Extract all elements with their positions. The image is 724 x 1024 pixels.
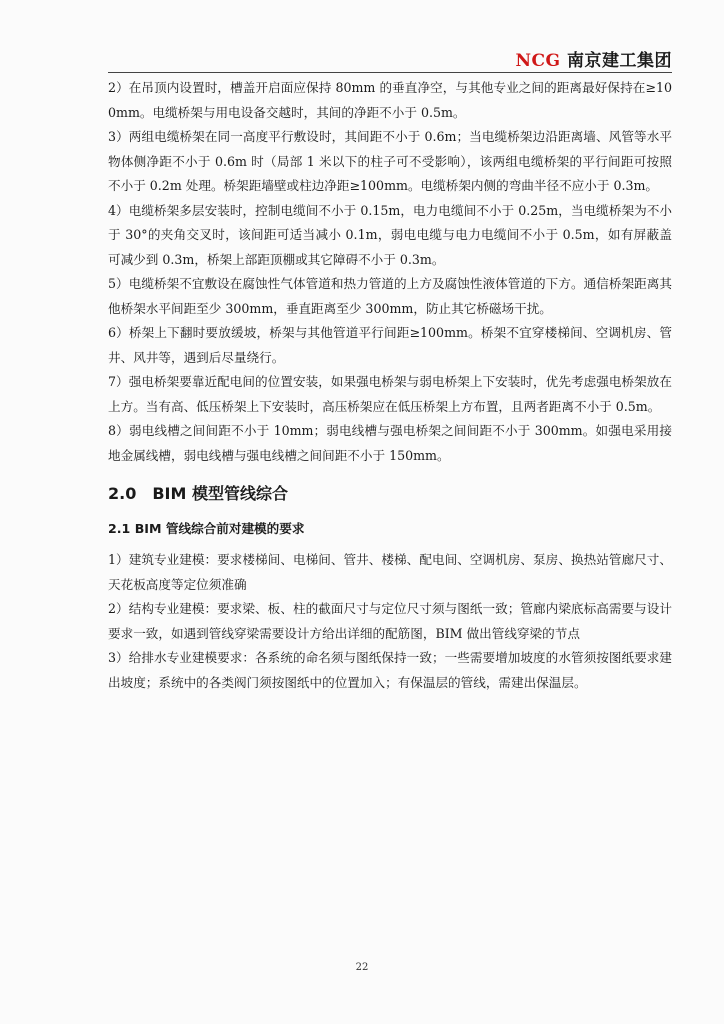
page-header: [108, 46, 672, 73]
subsection-heading: 2.1 BIM 管线综合前对建模的要求: [108, 521, 305, 536]
paragraph-item-3: 3）两组电缆桥架在同一高度平行敷设时，其间距不小于 0.6m；当电缆桥架边沿距离墙、风管等水平物体侧净距不小于 0.6m 时（局部 1 米以下的柱子可不受影响），该两组电缆桥架的平行间距可按照不小于 0.2m 处理。桥架距墙壁或柱边净距≥100mm。电缆桥架内侧的弯曲半径不应小于 0.3m。: [108, 129, 672, 193]
requirement-plumbing: 3）给排水专业建模要求：各系统的命名须与图纸保持一致；一些需要增加坡度的水管须按图纸要求建出坡度；系统中的各类阀门须按图纸中的位置加入；有保温层的管线，需建出保温层。: [108, 650, 672, 690]
paragraph-item-2: 2）在吊顶内设置时，槽盖开启面应保持 80mm 的垂直净空，与其他专业之间的距离最好保持在≥100mm。电缆桥架与用电设备交越时，其间的净距不小于 0.5m。: [108, 80, 672, 120]
requirement-architecture: 1）建筑专业建模：要求楼梯间、电梯间、管井、楼梯、配电间、空调机房、泵房、换热站管廊尺寸、天花板高度等定位须准确: [108, 552, 672, 592]
paragraph-item-4: 4）电缆桥架多层安装时，控制电缆间不小于 0.15m，电力电缆间不小于 0.25m，当电缆桥架为不小于 30°的夹角交叉时，该间距可适当减小 0.1m，弱电电缆与电力电缆间不小于 0.5m，如有屏蔽盖可减少到 0.3m，桥架上部距顶棚或其它障碍不小于 0.3m。: [108, 202, 672, 267]
company-logo-text: [515, 51, 672, 71]
paragraph-item-5: 5）电缆桥架不宜敷设在腐蚀性气体管道和热力管道的上方及腐蚀性液体管道的下方。通信桥架距离其他桥架水平间距至少 300mm，垂直距离至少 300mm，防止其它桥磁场干扰。: [108, 276, 672, 316]
page-number: 22: [355, 962, 369, 973]
paragraph-item-6: 6）桥架上下翻时要放缓坡，桥架与其他管道平行间距≥100mm。桥架不宜穿楼梯间、空调机房、管井、风井等，遇到后尽量绕行。: [108, 325, 672, 365]
requirement-structure: 2）结构专业建模：要求梁、板、柱的截面尺寸与定位尺寸须与图纸一致；管廊内梁底标高需要与设计要求一致，如遇到管线穿梁需要设计方给出详细的配筋图，BIM 做出管线穿梁的节点: [108, 601, 672, 641]
section-heading: 2.0 BIM 模型管线综合: [108, 484, 288, 503]
document-body: [108, 76, 672, 695]
paragraph-item-7: 7）强电桥架要靠近配电间的位置安装，如果强电桥架与弱电桥架上下安装时，优先考虑强电桥架放在上方。当有高、低压桥架上下安装时，高压桥架应在低压桥架上方布置，且两者距离不小于 0.5m。: [108, 374, 672, 414]
brand-ncg: NCG: [515, 51, 561, 71]
brand-name: 南京建工集团: [567, 51, 672, 71]
paragraph-item-8: 8）弱电线槽之间间距不小于 10mm；弱电线槽与强电桥架之间间距不小于 300mm。如强电采用接地金属线槽，弱电线槽与强电线槽之间间距不小于 150mm。: [108, 423, 672, 463]
